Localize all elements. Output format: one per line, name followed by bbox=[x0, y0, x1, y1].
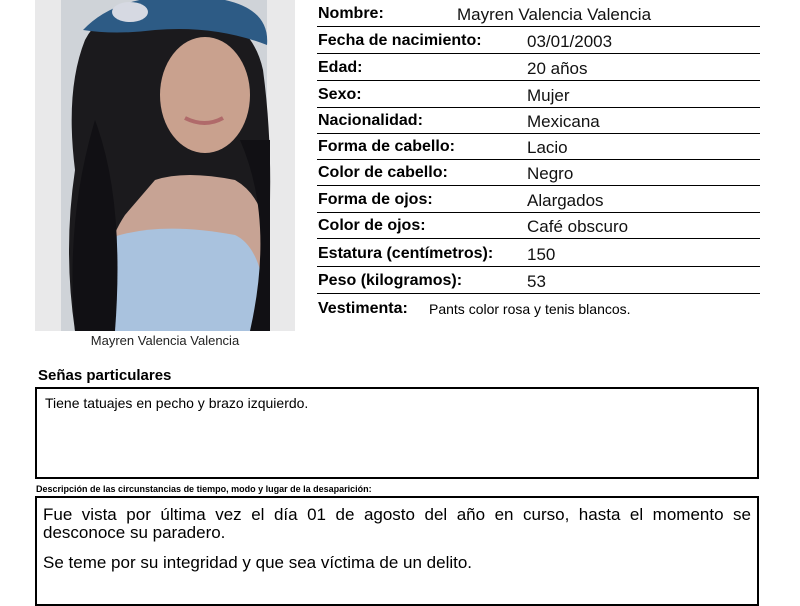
field-value: Café obscuro bbox=[527, 217, 629, 236]
field-label: Peso (kilogramos): bbox=[318, 272, 463, 289]
field-value: Mexicana bbox=[527, 112, 600, 131]
field-forma-cabello bbox=[317, 133, 760, 160]
field-label: Estatura (centímetros): bbox=[318, 245, 494, 262]
field-nacionalidad bbox=[317, 107, 760, 134]
senas-particulares-heading: Señas particulares bbox=[38, 367, 172, 384]
field-value: 20 años bbox=[527, 59, 588, 78]
field-value: Pants color rosa y tenis blancos. bbox=[429, 301, 631, 317]
field-estatura bbox=[317, 240, 760, 267]
field-value: 53 bbox=[527, 272, 546, 291]
descripcion-paragraph: Se teme por su integridad y que sea víctima de un delito. bbox=[43, 553, 473, 572]
field-value: 03/01/2003 bbox=[527, 32, 613, 51]
field-fecha-nacimiento bbox=[317, 27, 760, 54]
field-label: Sexo: bbox=[318, 86, 362, 103]
field-value: Negro bbox=[527, 164, 574, 183]
field-label: Forma de ojos: bbox=[318, 191, 433, 208]
field-forma-ojos bbox=[317, 186, 760, 213]
field-peso bbox=[317, 267, 760, 294]
field-label: Forma de cabello: bbox=[318, 138, 455, 155]
field-color-cabello bbox=[317, 159, 760, 186]
descripcion-box bbox=[35, 496, 759, 606]
senas-particulares-text: Tiene tatuajes en pecho y brazo izquierdo. bbox=[45, 395, 309, 411]
field-nombre bbox=[317, 0, 760, 27]
field-label: Color de ojos: bbox=[318, 217, 426, 234]
field-value: Mujer bbox=[527, 86, 570, 105]
field-value: Mayren Valencia Valencia bbox=[457, 5, 652, 24]
descripcion-heading: Descripción de las circunstancias de tiempo, modo y lugar de la desaparición: bbox=[36, 484, 372, 494]
person-photo bbox=[35, 0, 295, 331]
field-value: Lacio bbox=[527, 138, 568, 157]
field-color-ojos bbox=[317, 212, 760, 239]
field-value: Alargados bbox=[527, 191, 604, 210]
person-photo-image bbox=[35, 0, 295, 331]
field-value: 150 bbox=[527, 245, 556, 264]
senas-particulares-box bbox=[35, 387, 759, 479]
field-sexo bbox=[317, 81, 760, 108]
photo-caption: Mayren Valencia Valencia bbox=[90, 333, 240, 348]
field-label: Vestimenta: bbox=[318, 300, 408, 317]
field-label: Fecha de nacimiento: bbox=[318, 32, 482, 49]
field-label: Nacionalidad: bbox=[318, 112, 423, 129]
field-label: Color de cabello: bbox=[318, 164, 448, 181]
field-label: Edad: bbox=[318, 59, 363, 76]
field-vestimenta bbox=[317, 297, 760, 321]
field-edad bbox=[317, 54, 760, 81]
field-label: Nombre: bbox=[318, 5, 384, 22]
descripcion-paragraph: Fue vista por última vez el día 01 de agosto del año en curso, hasta el momento se desconoce su paradero. bbox=[43, 505, 751, 542]
